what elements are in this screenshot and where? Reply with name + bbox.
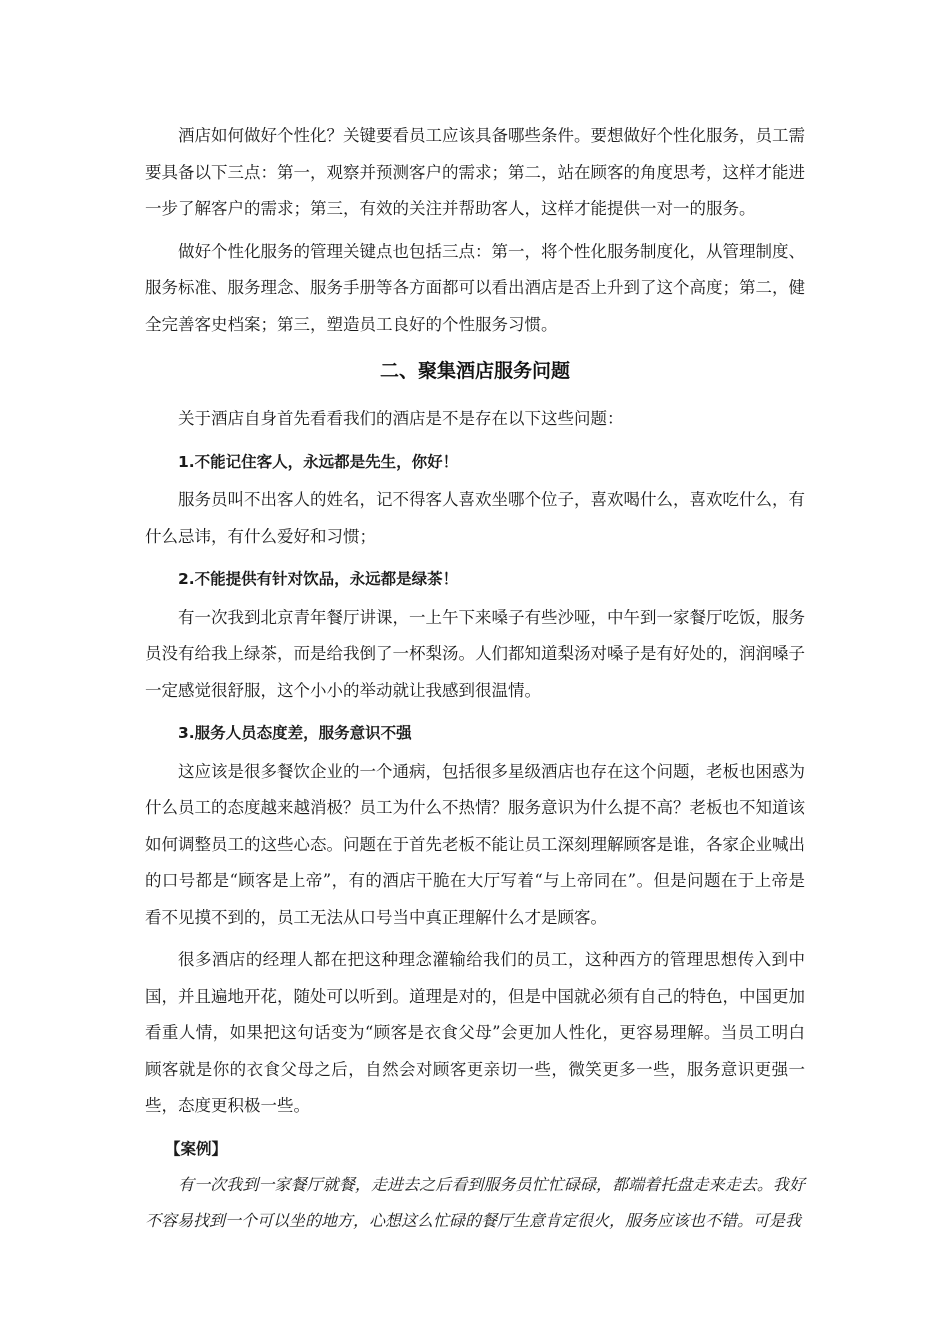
problem-1-text: 服务员叫不出客人的姓名，记不得客人喜欢坐哪个位子，喜欢喝什么，喜欢吃什么，有什么忌讳，有什么爱好和习惯；	[145, 490, 805, 546]
case-text: 有一次我到一家餐厅就餐，走进去之后看到服务员忙忙碌碌，都端着托盘走来走去。我好不容易找到一个可以坐的地方，心想这么忙碌的餐厅生意肯定很火，服务应该也不错。可是我	[145, 1174, 805, 1230]
case-label: 【案例】	[165, 1139, 228, 1158]
problem-3-text-1: 这应该是很多餐饮企业的一个通病，包括很多星级酒店也存在这个问题，老板也困惑为什么员工的态度越来越消极？员工为什么不热情？服务意识为什么提不高？老板也不知道该如何调整员工的这些心态。问题在于首先老板不能让员工深刻理解顾客是谁，各家企业喊出的口号都是“顾客是上帝”，有的酒店干脆在大厅写着“与上帝同在”。但是问题在于上帝是看不见摸不到的，员工无法从口号当中真正理解什么才是顾客。	[145, 761, 805, 927]
document-page	[145, 118, 805, 1240]
problem-3-text-2: 很多酒店的经理人都在把这种理念灌输给我们的员工，这种西方的管理思想传入到中国，并且遍地开花，随处可以听到。道理是对的，但是中国就必须有自己的特色，中国更加看重人情，如果把这句话变为“顾客是衣食父母”会更加人性化，更容易理解。当员工明白顾客就是你的衣食父母之后，自然会对顾客更亲切一些，微笑更多一些，服务意识更强一些，态度更积极一些。	[145, 950, 805, 1115]
intro-paragraph-1: 酒店如何做好个性化？关键要看员工应该具备哪些条件。要想做好个性化服务，员工需要具备以下三点：第一，观察并预测客户的需求；第二，站在顾客的角度思考，这样才能进一步了解客户的需求；第三，有效的关注并帮助客人，这样才能提供一对一的服务。	[145, 126, 805, 218]
section-heading: 二、聚集酒店服务问题	[379, 360, 570, 382]
problem-2-title: 2.不能提供有针对饮品，永远都是绿茶！	[178, 570, 459, 588]
intro-paragraph-2: 做好个性化服务的管理关键点也包括三点：第一，将个性化服务制度化，从管理制度、服务标准、服务理念、服务手册等各方面都可以看出酒店是否上升到了这个高度；第二，健全完善客史档案；第三，塑造员工良好的个性服务习惯。	[145, 241, 805, 334]
problem-3-title: 3.服务人员态度差，服务意识不强	[178, 724, 412, 742]
problem-2-text: 有一次我到北京青年餐厅讲课，一上午下来嗓子有些沙哑，中午到一家餐厅吃饭，服务员没有给我上绿茶，而是给我倒了一杯梨汤。人们都知道梨汤对嗓子是有好处的，润润嗓子一定感觉很舒服，这个小小的举动就让我感到很温情。	[145, 607, 805, 700]
section-intro: 关于酒店自身首先看看我们的酒店是不是存在以下这些问题：	[178, 409, 624, 428]
problem-1-title: 1.不能记住客人，永远都是先生，你好！	[178, 452, 459, 471]
